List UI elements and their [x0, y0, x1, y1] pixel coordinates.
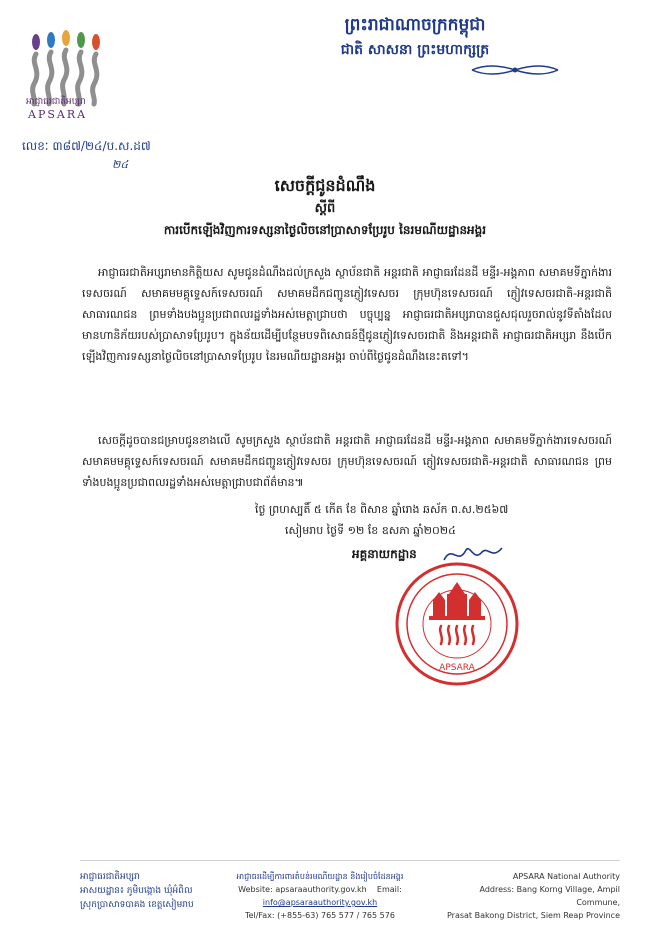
reference-number: លេខៈ ៣៨៧/២៤/ប.ស.ដ៧ [22, 139, 151, 153]
footer-contact [190, 870, 450, 922]
national-motto: ជាតិ សាសនា ព្រះមហាក្សត្រ [340, 42, 490, 58]
footer-divider [80, 860, 620, 861]
footer-left-line-3: ស្រុកប្រាសាទបាគង ខេត្តសៀមរាប [80, 900, 194, 910]
footer-right-line-2: Address: Bang Korng Village, Ampil Commune, [479, 885, 620, 907]
body-paragraph-1: អាជ្ញាធរជាតិអប្សរាមានកិត្តិយស សូមជូនដំណឹងដល់ក្រសួង ស្ថាប័នជាតិ អន្តរជាតិ អាជ្ញាធរដែនដី មន្ទីរ-អង្គភាព សមាគមទីភ្នាក់ងារទេសចរណ៍ សមាគមមគ្គុទ្ទេសក៍ទេសចរណ៍ សមាគមដឹកជញ្ជូនភ្ញៀវទេសចរ ក្រុមហ៊ុនទេសចរណ៍ ភ្ញៀវទេសចរជាតិ-អន្តរជាតិ សាធារណជន ព្រមទាំងបងប្អូនប្រជាពលរដ្ឋទាំងអស់មេត្តាជ្រាបថា បច្ចុប្បន្ន អាជ្ញាធរជាតិអប្សរាបានជួសជុលរួចរាល់នូវទីតាំងដែលមានហានិភ័យរបស់ប្រាសាទប្រែរូប។ ក្នុងន័យដើម្បីបន្ថែមបទពិសោធន៍ថ្មីជូនភ្ញៀវទេសចរជាតិ និងអន្តរជាតិ អាជ្ញាធរជាតិអប្សរា នឹងបើកឡើងវិញការទស្សនាថ្ងៃលិចនៅប្រាសាទប្រែរូប នៃរមណីយដ្ឋានអង្គរ ចាប់ពីថ្ងៃជូនដំណឹងនេះតទៅ។ [82, 266, 612, 363]
lunar-date: ថ្ងៃ ព្រហស្បតិ៍ ៥ កើត ខែ ពិសាខ ឆ្នាំរោង ឆស័ក ព.ស.២៥៦៧ [255, 503, 509, 516]
kingdom-title: ព្រះរាជាណាចក្រកម្ពុជា [344, 15, 486, 35]
document-title: សេចក្ដីជូនដំណឹង [274, 176, 376, 195]
footer-tel: Tel/Fax: (+855-63) 765 577 / 765 576 [245, 911, 395, 920]
body-paragraph-2: សេចក្ដីដូចបានជម្រាបជូនខាងលើ សូមក្រសួង ស្ថាប័នជាតិ អន្តរជាតិ អាជ្ញាធរដែនដី មន្ទីរ-អង្គភាព សមាគមទីភ្នាក់ងារទេសចរណ៍ សមាគមមគ្គុទ្ទេសក៍ទេសចរណ៍ សមាគមដឹកជញ្ជូនភ្ញៀវទេសចរ ក្រុមហ៊ុនទេសចរណ៍ ភ្ញៀវទេសចរជាតិ-អន្តរជាតិ សាធារណជន ព្រមទាំងបងប្អូនប្រជាពលរដ្ឋទាំងអស់មេត្តាជ្រាបជាព័ត៌មាន៕ [82, 434, 612, 489]
footer-right-line-1: APSARA National Authority [512, 872, 620, 881]
website-label: Website: [238, 885, 273, 894]
footer-left-line-1: អាជ្ញាធរជាតិអប្សរា [80, 872, 140, 882]
document-subject: ការបើកឡើងវិញការទស្សនាថ្ងៃលិចនៅប្រាសាទប្រែរូប នៃរមណីយដ្ឋានអង្គរ [163, 223, 487, 237]
solar-date: សៀមរាប ថ្ងៃទី ១២ ខែ ឧសភា ឆ្នាំ២០២៤ [285, 524, 456, 537]
footer-english-address [440, 870, 620, 922]
footer-web-email [190, 883, 450, 909]
logo-khmer-text: អាជ្ញាធរជាតិអប្សរា [26, 97, 86, 107]
email-link[interactable]: info@apsaraauthority.gov.kh [262, 898, 378, 907]
footer-right-line-3: Prasat Bakong District, Siem Reap Province [446, 911, 620, 920]
ornament-divider-icon [470, 62, 560, 78]
footer-left-line-2: អាសយដ្ឋាន៖ ភូមិបង្កោង ឃុំអំពិល [80, 886, 193, 896]
official-seal-icon [393, 560, 521, 688]
footer-khmer-address [80, 870, 194, 912]
document-about-label: ស្ដីពី [314, 201, 336, 216]
signer-title: អគ្គនាយកដ្ឋាន [352, 547, 417, 561]
svg-text:APSARA: APSARA [439, 663, 475, 673]
footer-mid-line-1: អាជ្ញាធរដើម្បីការពារតំបន់រមណីយដ្ឋាន និងរៀបចំដែនអង្គរ [236, 872, 404, 881]
logo-latin-text: APSARA [28, 108, 88, 121]
reference-handwritten: ២៤ [112, 158, 129, 171]
email-label: Email: [376, 885, 402, 894]
website-link[interactable]: apsaraauthority.gov.kh [275, 885, 367, 894]
